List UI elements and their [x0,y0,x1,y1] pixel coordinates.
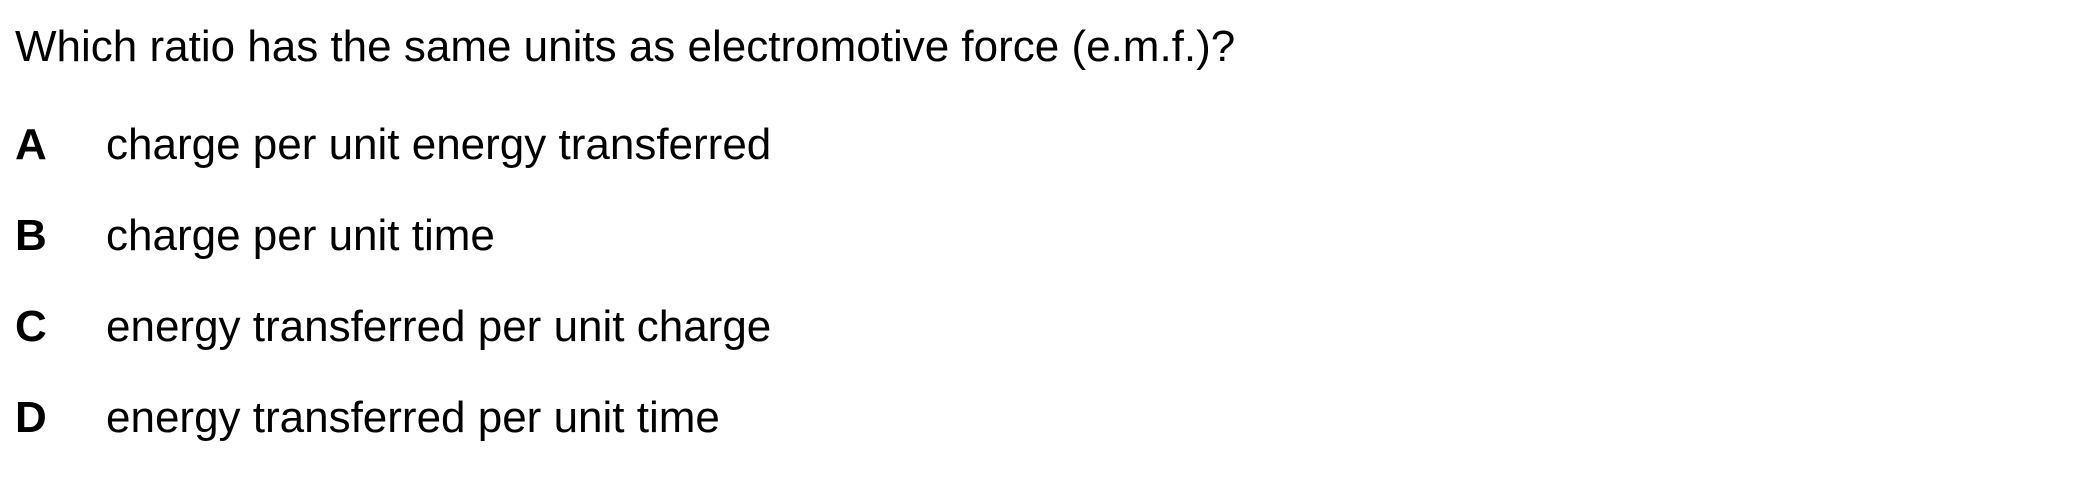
option-letter: B [15,211,47,260]
option-text: charge per unit energy transferred [106,120,772,169]
answer-options-list [15,118,771,482]
option-text: energy transferred per unit charge [106,302,772,351]
answer-option-b [15,209,771,300]
answer-option-a [15,118,771,209]
option-letter: C [15,302,47,351]
option-text: energy transferred per unit time [106,393,720,442]
option-letter: A [15,120,47,169]
question-text: Which ratio has the same units as electromotive force (e.m.f.)? [15,22,1236,71]
option-letter: D [15,393,47,442]
answer-option-c [15,300,771,391]
option-text: charge per unit time [106,211,495,260]
answer-option-d [15,391,771,482]
